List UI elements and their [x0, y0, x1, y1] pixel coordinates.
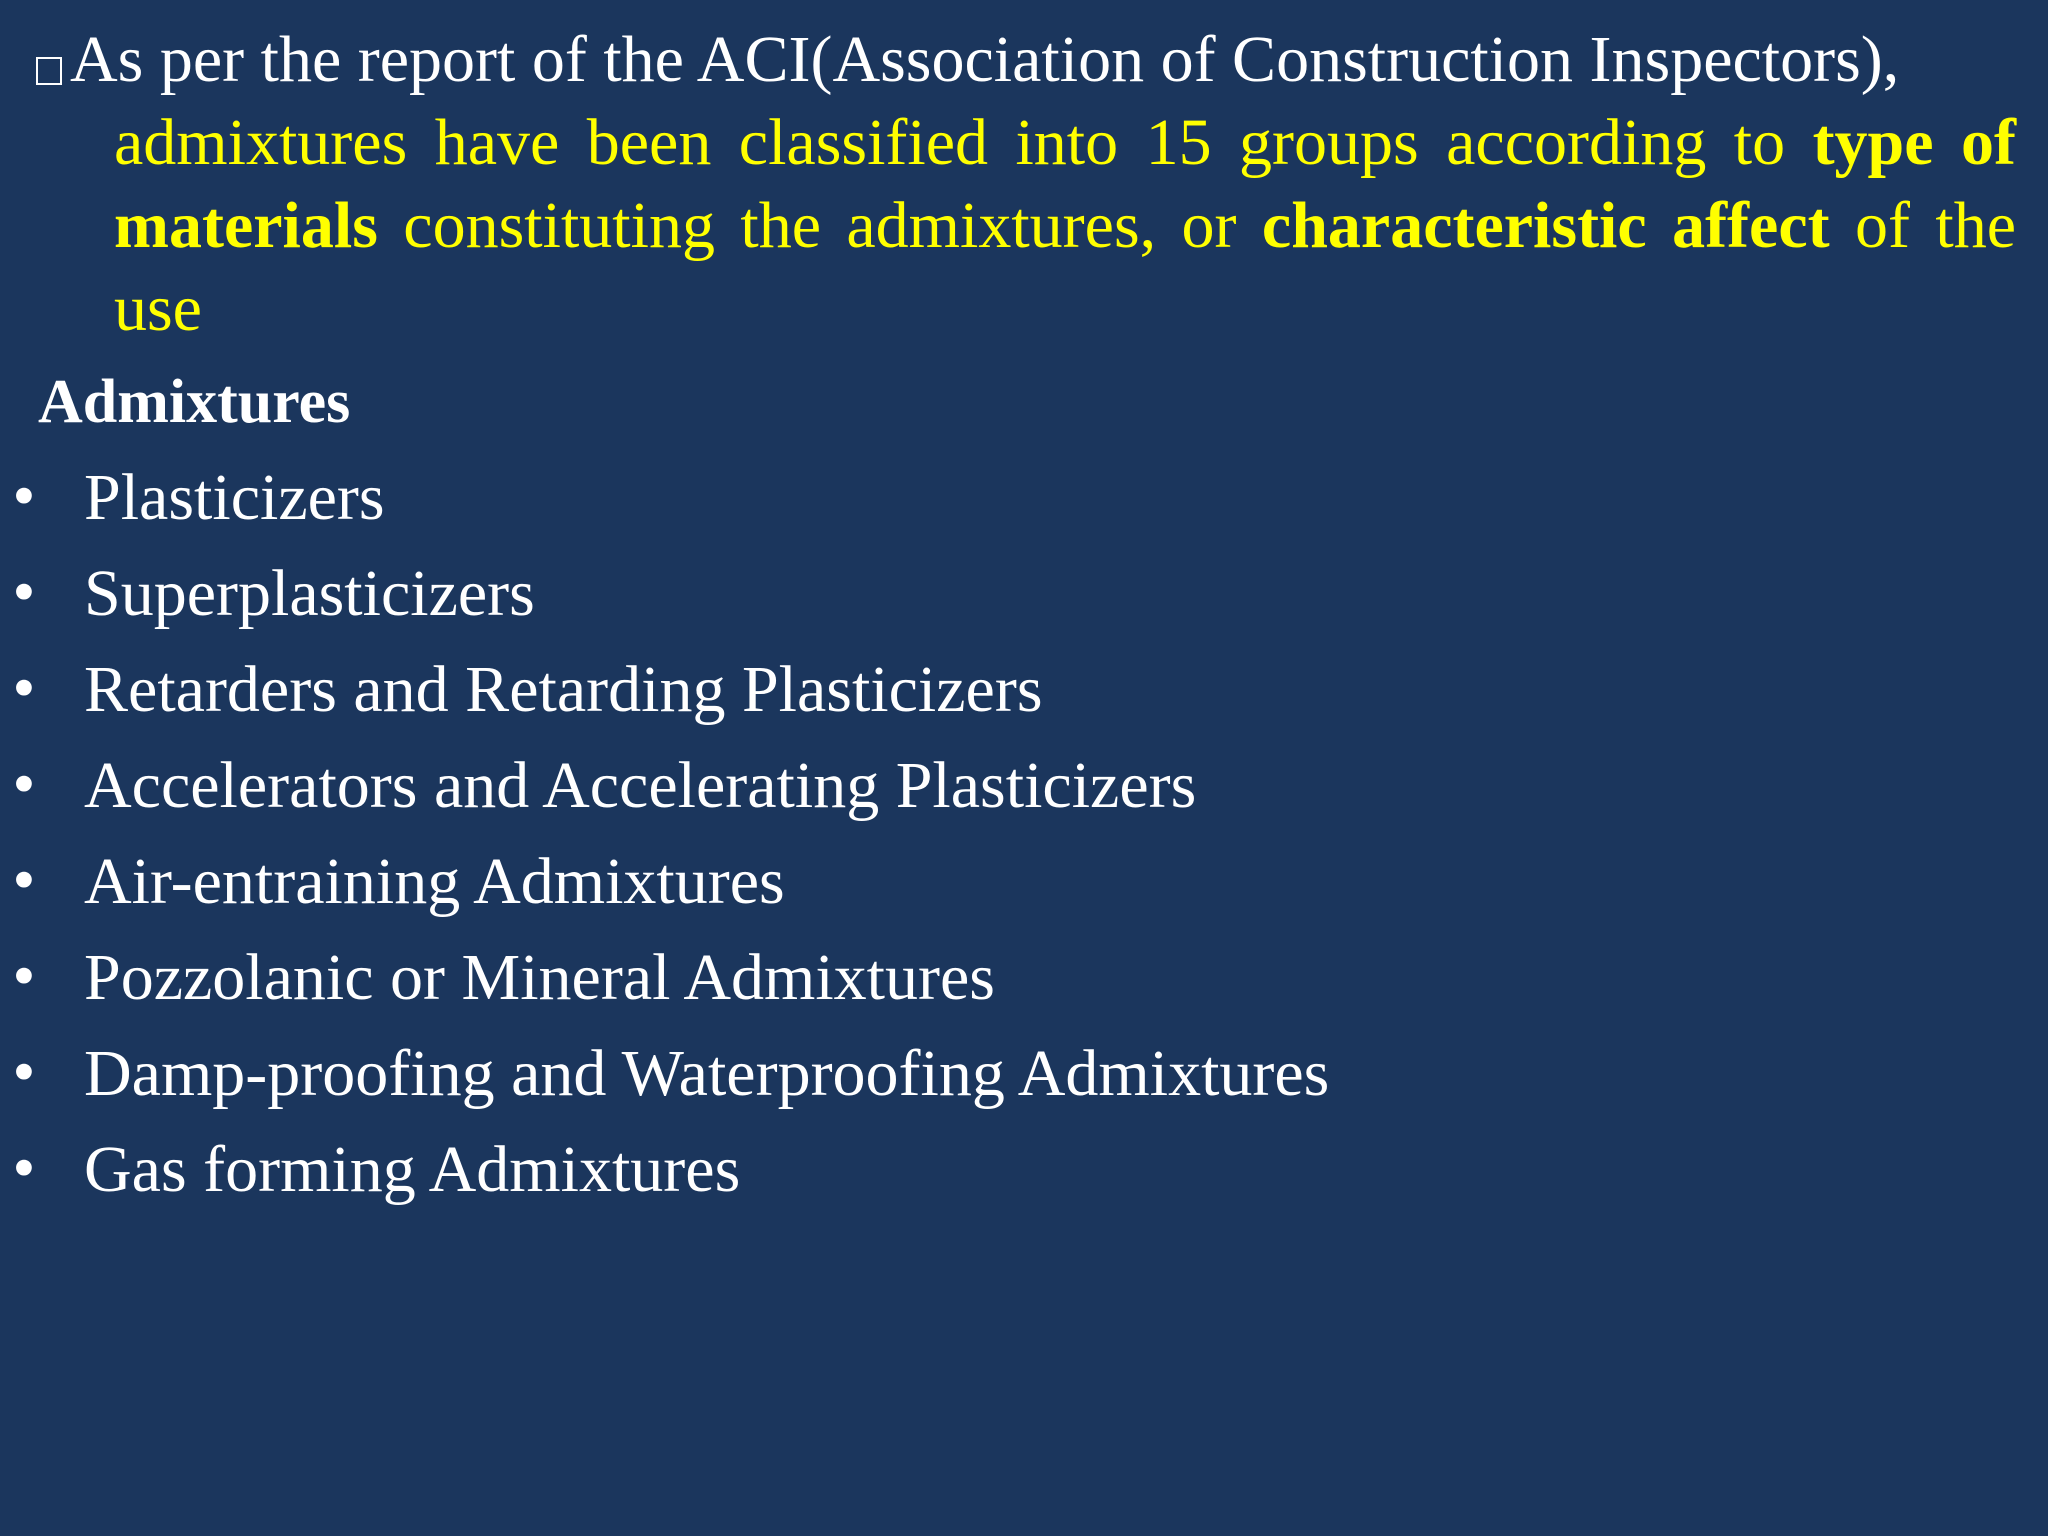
list-item	[0, 652, 1329, 748]
intro-first-line	[36, 18, 2016, 101]
intro-paragraph	[36, 18, 2016, 350]
bullet-icon: •	[8, 562, 40, 625]
list-item-label: Accelerators and Accelerating Plasticizers	[84, 749, 1197, 822]
list-item	[0, 844, 1329, 940]
admixture-list	[0, 460, 1329, 1228]
list-item	[0, 1036, 1329, 1132]
intro-yellow-part3: of the use	[114, 189, 2016, 345]
list-item-label: Pozzolanic or Mineral Admixtures	[84, 941, 995, 1014]
list-item-label: Retarders and Retarding Plasticizers	[84, 653, 1043, 726]
intro-bold-type-of-materials: type of materials	[114, 106, 2016, 262]
list-item	[0, 556, 1329, 652]
bullet-icon: •	[8, 1042, 40, 1105]
list-item-label: Damp-proofing and Waterproofing Admixtures	[84, 1037, 1330, 1110]
intro-line1-text: As per the report of the ACI(Association of Construction Inspectors),	[70, 23, 1900, 96]
bullet-icon: •	[8, 850, 40, 913]
intro-highlighted-text	[114, 101, 2016, 350]
square-bullet-icon	[36, 57, 62, 85]
list-item	[0, 1132, 1329, 1228]
bullet-icon: •	[8, 1138, 40, 1201]
intro-bold-characteristic-affect: characteristic affect	[1261, 189, 1830, 262]
list-item-label: Air-entraining Admixtures	[84, 845, 785, 918]
list-item	[0, 460, 1329, 556]
bullet-icon: •	[8, 946, 40, 1009]
bullet-icon: •	[8, 658, 40, 721]
bullet-icon: •	[8, 754, 40, 817]
list-item-label: Superplasticizers	[84, 557, 535, 630]
section-heading: Admixtures	[38, 368, 351, 436]
list-item-label: Gas forming Admixtures	[84, 1133, 741, 1206]
intro-yellow-part2: constituting the admixtures, or	[377, 189, 1262, 262]
bullet-icon: •	[8, 466, 40, 529]
list-item-label: Plasticizers	[84, 461, 385, 534]
intro-yellow-part1: admixtures have been classified into 15 groups according to	[114, 106, 1813, 179]
list-item	[0, 748, 1329, 844]
list-item	[0, 940, 1329, 1036]
